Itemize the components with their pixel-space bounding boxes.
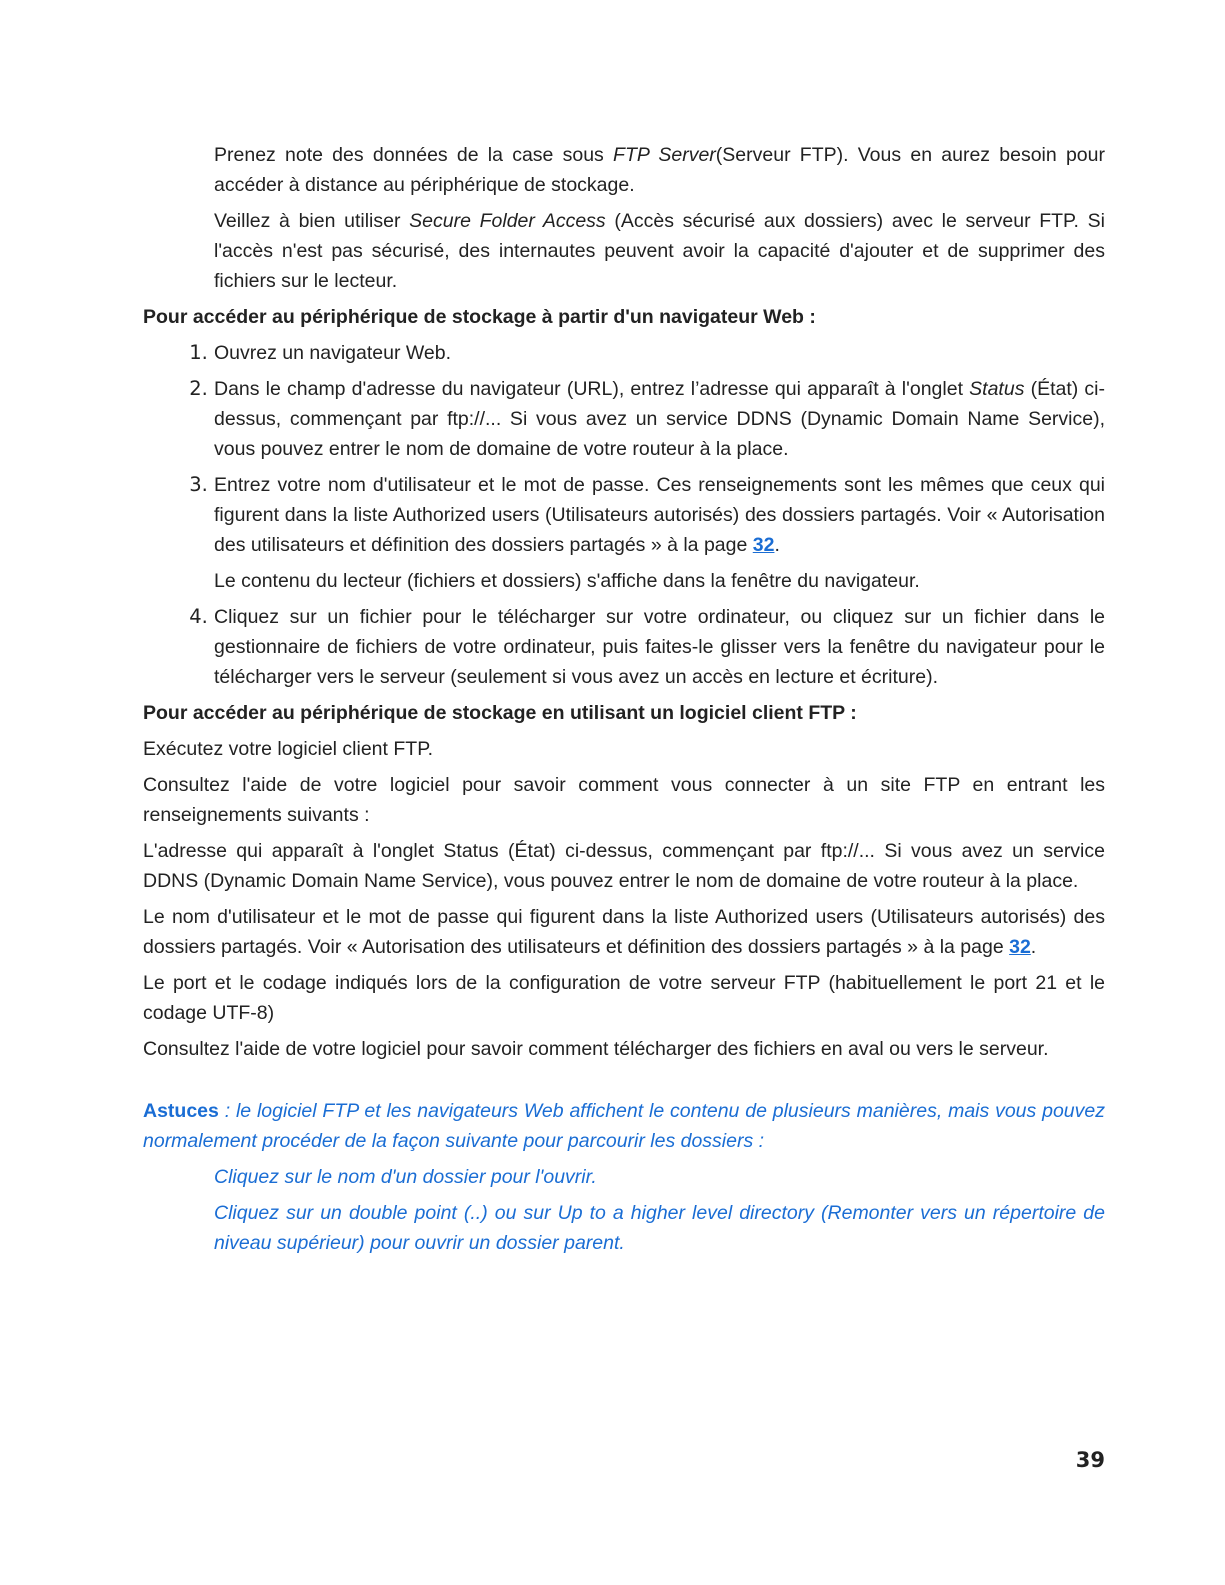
- ftp-paragraph-4: Le nom d'utilisateur et le mot de passe qui figurent dans la liste Authorized users (Utilisateurs autorisés) des dossiers partagés. Voir « Autorisation des utilisateurs et définition des dossiers partagés » à la page 32.: [143, 906, 1105, 958]
- ftp-paragraph-6: Consultez l'aide de votre logiciel pour savoir comment télécharger des fichiers en aval ou vers le serveur.: [143, 1038, 1049, 1060]
- intro-paragraph-secure-access: Veillez à bien utiliser Secure Folder Access (Accès sécurisé aux dossiers) avec le serveur FTP. Si l'accès n'est pas sécurisé, des internautes peuvent avoir la capacité d'ajouter et de supprimer des fichiers sur le lecteur.: [214, 210, 1105, 292]
- web-step-2: 2. Dans le champ d'adresse du navigateur (URL), entrez l’adresse qui apparaît à l'onglet Status (État) ci-dessus, commençant par ftp://... Si vous avez un service DDNS (Dynamic Domain Name Service), vous pouvez entrer le nom de domaine de votre routeur à la place.: [214, 374, 1105, 464]
- web-step-1: 1. Ouvrez un navigateur Web.: [214, 338, 1105, 368]
- page-number: 39: [1075, 1448, 1105, 1472]
- ftp-paragraph-2: Consultez l'aide de votre logiciel pour savoir comment vous connecter à un site FTP en entrant les renseignements suivants :: [143, 774, 1105, 826]
- web-step-4: 4. Cliquez sur un fichier pour le télécharger sur votre ordinateur, ou cliquez sur un fichier dans le gestionnaire de fichiers de votre ordinateur, puis faites-le glisser vers la fenêtre du navigateur pour le télécharger vers le serveur (seulement si vous avez un accès en lecture et écriture).: [214, 602, 1105, 692]
- web-browser-heading: Pour accéder au périphérique de stockage à partir d'un navigateur Web :: [143, 306, 816, 328]
- tips-section: [143, 1096, 1105, 1258]
- page-body: [143, 140, 1105, 1264]
- ftp-paragraph-1: Exécutez votre logiciel client FTP.: [143, 738, 434, 760]
- secure-folder-access-term: Secure Folder Access: [409, 210, 606, 232]
- web-step-3: 3. Entrez votre nom d'utilisateur et le mot de passe. Ces renseignements sont les mêmes que ceux qui figurent dans la liste Authorized users (Utilisateurs autorisés) des dossiers partagés. Voir « Autorisation des utilisateurs et définition des dossiers partagés » à la page 32. Le contenu du lecteur (fichiers et dossiers) s'affiche dans la fenêtre du navigateur.: [214, 470, 1105, 596]
- status-tab-term: Status: [969, 378, 1025, 400]
- page-32-link[interactable]: 32: [752, 534, 775, 556]
- page-32-link[interactable]: 32: [1009, 936, 1031, 958]
- ftp-paragraph-5: Le port et le codage indiqués lors de la configuration de votre serveur FTP (habituellement le port 21 et le codage UTF-8): [143, 972, 1105, 1024]
- tips-item-1: Cliquez sur le nom d'un dossier pour l'ouvrir.: [214, 1166, 597, 1188]
- tips-item-2: Cliquez sur un double point (..) ou sur Up to a higher level directory (Remonter vers un répertoire de niveau supérieur) pour ouvrir un dossier parent.: [214, 1202, 1105, 1254]
- intro-paragraph-ftp-server: Prenez note des données de la case sous FTP Server(Serveur FTP). Vous en aurez besoin pour accéder à distance au périphérique de stockage.: [214, 144, 1105, 196]
- ftp-client-heading: Pour accéder au périphérique de stockage en utilisant un logiciel client FTP :: [143, 702, 857, 724]
- ftp-paragraph-3: L'adresse qui apparaît à l'onglet Status (État) ci-dessus, commençant par ftp://... Si vous avez un service DDNS (Dynamic Domain Name Service), vous pouvez entrer le nom de domaine de votre routeur à la place.: [143, 840, 1105, 892]
- web-step-3-note: Le contenu du lecteur (fichiers et dossiers) s'affiche dans la fenêtre du navigateur.: [214, 570, 920, 592]
- ftp-server-term: FTP Server: [613, 144, 716, 166]
- tips-label: Astuces: [143, 1100, 219, 1122]
- tips-intro: Astuces : le logiciel FTP et les navigateurs Web affichent le contenu de plusieurs manières, mais vous pouvez normalement procéder de la façon suivante pour parcourir les dossiers :: [143, 1100, 1105, 1152]
- web-steps-list: [143, 338, 1105, 692]
